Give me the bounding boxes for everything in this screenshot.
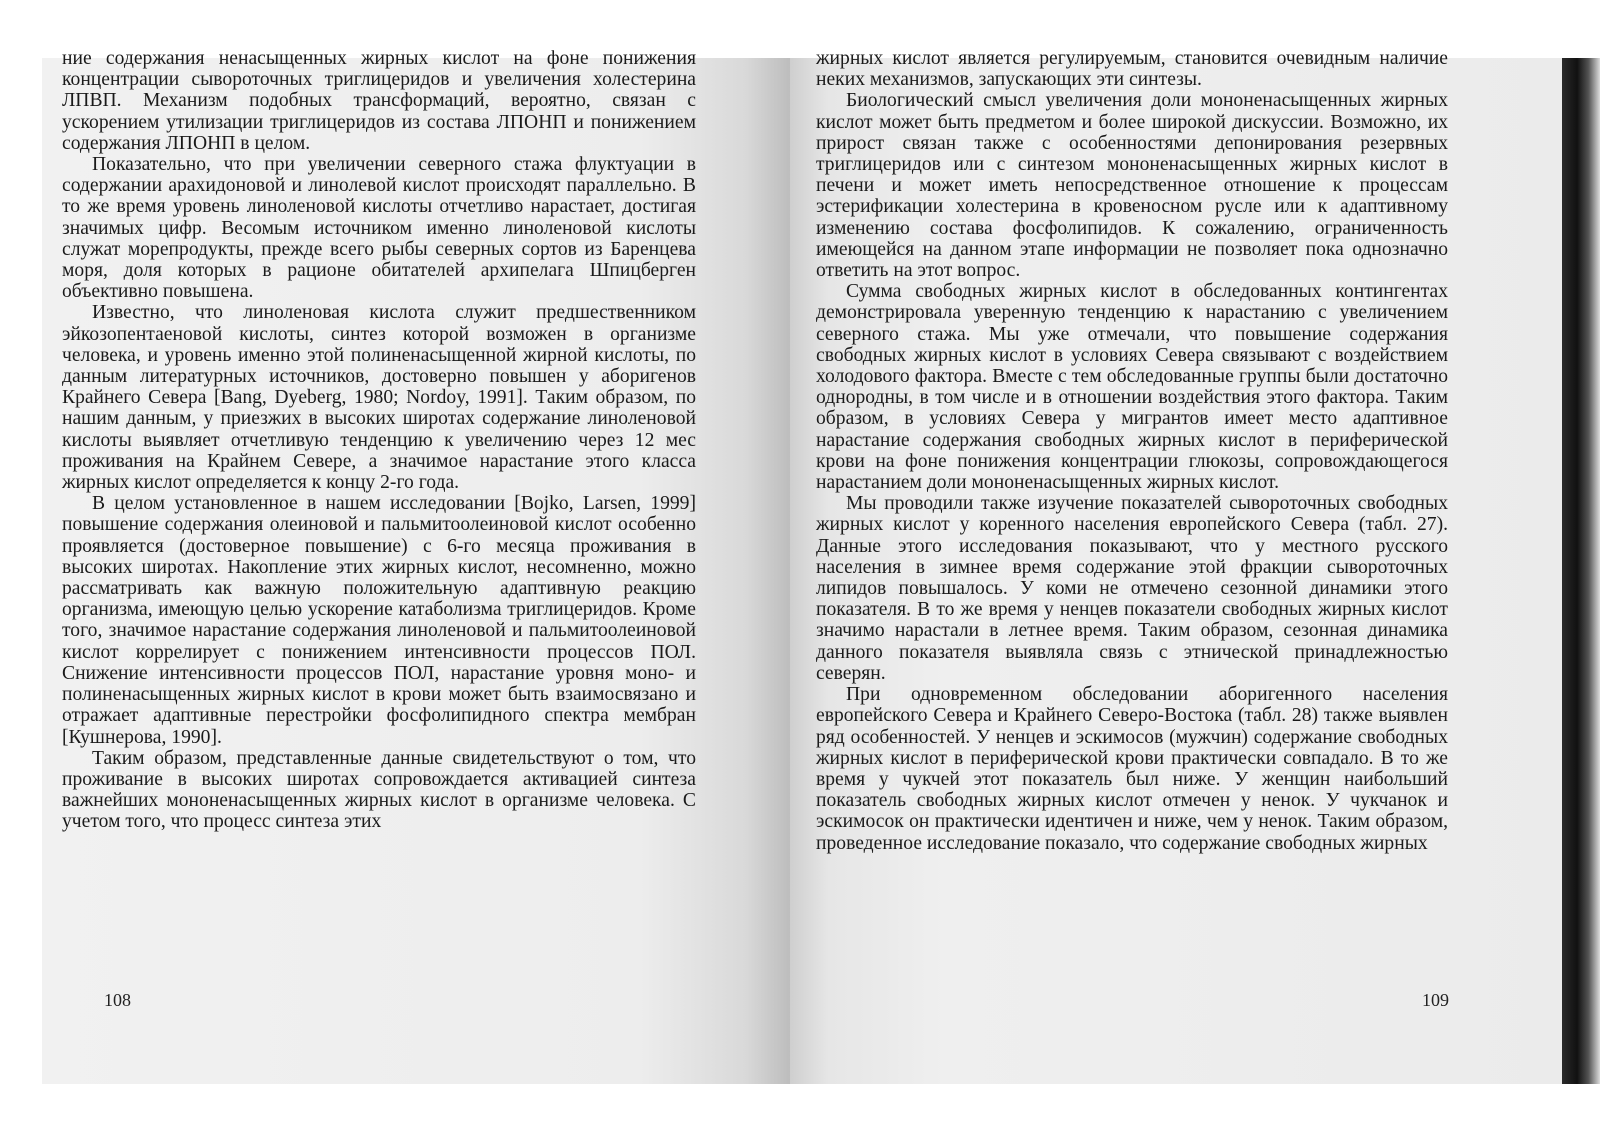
paragraph: ние содержания ненасыщенных жирных кислот на фоне понижения концентрации сывороточных триглицеридов и увеличения холестерина ЛПВП. Механизм подобных трансформаций, вероятно, связан с ускорением утилизации триглицеридов из состава ЛПОНП и понижением содержания ЛПОНП в целом. <box>62 48 696 154</box>
paragraph: Биологический смысл увеличения доли мононенасыщенных жирных кислот может быть предметом и более широкой дискуссии. Возможно, их прирост связан также с особенностями депонирования резервных триглицеридов или с синтезом мононенасыщенных жирных кислот в печени и может иметь непосредственное отношение к процессам эстерификации холестерина в кровеносном русле или к адаптивному изменению состава фосфолипидов. К сожалению, ограниченность имеющейся на данном этапе информации не позволяет пока однозначно ответить на этот вопрос. <box>816 90 1448 282</box>
left-page-text <box>62 48 696 833</box>
paragraph: Таким образом, представленные данные свидетельствуют о том, что проживание в высоких широтах сопровождается активацией синтеза важнейших мононенасыщенных жирных кислот в организме человека. С учетом того, что процесс синтеза этих <box>62 747 696 833</box>
paragraph: Показательно, что при увеличении северного стажа флуктуации в содержании арахидоновой и линолевой кислот происходят параллельно. В то же время уровень линоленовой кислоты отчетливо нарастает, достигая значимых цифр. Весомым источником именно линоленовой кислоты служат морепродукты, прежде всего рыбы северных сортов из Баренцева моря, доля которых в рационе обитателей архипелага Шпицберген объективно повышена. <box>62 154 696 303</box>
book-edge-shadow <box>1562 58 1600 1084</box>
page-number-right: 109 <box>1422 990 1449 1010</box>
paragraph: Сумма свободных жирных кислот в обследованных контингентах демонстрировала уверенную тенденцию к нарастанию с увеличением северного стажа. Мы уже отмечали, что повышение содержания свободных жирных кислот в условиях Севера связывают с воздействием холодового фактора. Вместе с тем обследованные группы были достаточно однородны, в том числе и в отношении воздействия этого фактора. Таким образом, в условиях Севера у мигрантов имеет место адаптивное нарастание содержания свободных жирных кислот в периферической крови на фоне понижения концентрации глюкозы, сопровождающегося нарастанием доли мононенасыщенных жирных кислот. <box>816 281 1448 494</box>
paragraph: Известно, что линоленовая кислота служит предшественником эйкозопентаеновой кислоты, синтез которой возможен в организме человека, и уровень именно этой полиненасыщенной жирной кислоты, по данным литературных источников, достоверно повышен у аборигенов Крайнего Севера [Bang, Dyeberg, 1980; Nordoy, 1991]. Таким образом, по нашим данным, у приезжих в высоких широтах содержание линоленовой кислоты выявляет отчетливую тенденцию к увеличению через 12 мес проживания на Крайнем Севере, а значимое нарастание этого класса жирных кислот определяется к концу 2-го года. <box>62 302 696 494</box>
paragraph: При одновременном обследовании аборигенного населения европейского Севера и Крайнего Северо-Востока (табл. 28) также выявлен ряд особенностей. У ненцев и эскимосов (мужчин) содержание свободных жирных кислот в периферической крови практически совпадало. В то же время у чукчей этот показатель был ниже. У женщин наибольший показатель свободных жирных кислот отмечен у ненок. У чукчанок и эскимосок он практически идентичен и ниже, чем у ненок. Таким образом, проведенное исследование показало, что содержание свободных жирных <box>816 684 1448 854</box>
page-number-left: 108 <box>104 990 131 1010</box>
right-page-text <box>816 48 1448 854</box>
paragraph: В целом установленное в нашем исследовании [Bojko, Larsen, 1999] повышение содержания олеиновой и пальмитоолеиновой кислот особенно проявляется (достоверное повышение) с 6-го месяца проживания в высоких широтах. Накопление этих жирных кислот, несомненно, можно рассматривать как важную положительную адаптивную реакцию организма, имеющую целью ускорение катаболизма триглицеридов. Кроме того, значимое нарастание содержания линоленовой и пальмитоолеиновой кислот коррелирует с понижением интенсивности процессов ПОЛ. Снижение интенсивности процессов ПОЛ, нарастание уровня моно- и полиненасыщенных жирных кислот в крови может быть взаимосвязано и отражает адаптивные перестройки фосфолипидного спектра мембран [Кушнерова, 1990]. <box>62 493 696 748</box>
paragraph: Мы проводили также изучение показателей сывороточных свободных жирных кислот у коренного населения европейского Севера (табл. 27). Данные этого исследования показывают, что у местного русского населения в зимнее время содержание этой фракции сывороточных липидов повышалось. У коми не отмечено сезонной динамики этого показателя. В то же время у ненцев показатели свободных жирных кислот значимо нарастали в летнее время. Таким образом, сезонная динамика данного показателя выявляла связь с этнической принадлежностью северян. <box>816 493 1448 684</box>
paragraph: жирных кислот является регулируемым, становится очевидным наличие неких механизмов, запускающих эти синтезы. <box>816 48 1448 91</box>
